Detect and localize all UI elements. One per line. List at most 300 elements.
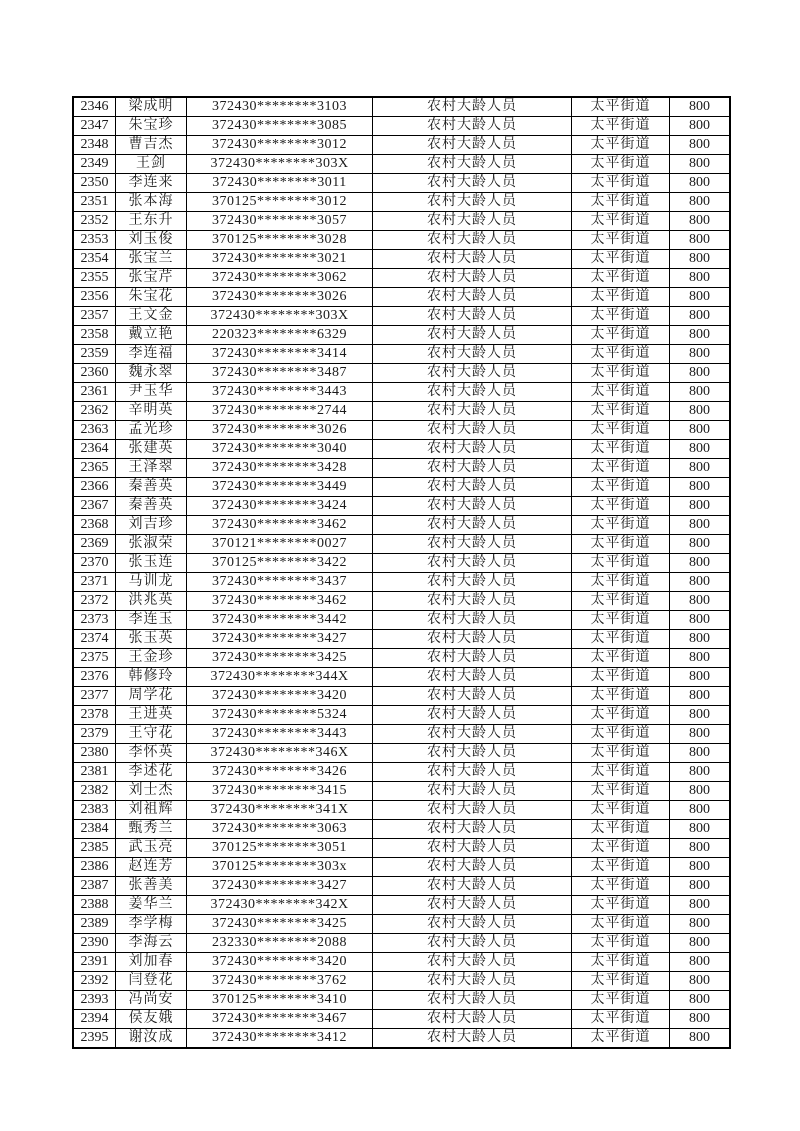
cell-category: 农村大龄人员 — [373, 174, 572, 193]
cell-index: 2392 — [73, 972, 116, 991]
cell-street: 太平街道 — [572, 706, 670, 725]
cell-index: 2375 — [73, 649, 116, 668]
cell-name: 刘吉珍 — [116, 516, 187, 535]
cell-id-number: 370125********3422 — [187, 554, 373, 573]
cell-id-number: 372430********3428 — [187, 459, 373, 478]
cell-street: 太平街道 — [572, 877, 670, 896]
cell-index: 2351 — [73, 193, 116, 212]
table-row — [73, 573, 730, 592]
cell-category: 农村大龄人员 — [373, 763, 572, 782]
table-row — [73, 972, 730, 991]
cell-street: 太平街道 — [572, 364, 670, 383]
cell-street: 太平街道 — [572, 1010, 670, 1029]
cell-index: 2389 — [73, 915, 116, 934]
table-row — [73, 1029, 730, 1049]
cell-amount: 800 — [670, 877, 731, 896]
cell-amount: 800 — [670, 858, 731, 877]
cell-category: 农村大龄人员 — [373, 915, 572, 934]
cell-id-number: 372430********3021 — [187, 250, 373, 269]
cell-amount: 800 — [670, 820, 731, 839]
cell-index: 2379 — [73, 725, 116, 744]
cell-category: 农村大龄人员 — [373, 630, 572, 649]
table-row — [73, 97, 730, 117]
cell-category: 农村大龄人员 — [373, 345, 572, 364]
cell-category: 农村大龄人员 — [373, 573, 572, 592]
cell-id-number: 372430********3426 — [187, 763, 373, 782]
cell-id-number: 372430********3487 — [187, 364, 373, 383]
cell-index: 2376 — [73, 668, 116, 687]
cell-index: 2373 — [73, 611, 116, 630]
cell-category: 农村大龄人员 — [373, 820, 572, 839]
cell-street: 太平街道 — [572, 535, 670, 554]
cell-category: 农村大龄人员 — [373, 155, 572, 174]
cell-id-number: 372430********3026 — [187, 421, 373, 440]
cell-category: 农村大龄人员 — [373, 934, 572, 953]
table-row — [73, 307, 730, 326]
table-row — [73, 231, 730, 250]
table-row — [73, 611, 730, 630]
cell-category: 农村大龄人员 — [373, 687, 572, 706]
cell-amount: 800 — [670, 383, 731, 402]
cell-index: 2358 — [73, 326, 116, 345]
cell-id-number: 372430********5324 — [187, 706, 373, 725]
cell-name: 朱宝花 — [116, 288, 187, 307]
cell-id-number: 372430********3026 — [187, 288, 373, 307]
table-row — [73, 345, 730, 364]
cell-name: 王泽翠 — [116, 459, 187, 478]
cell-index: 2383 — [73, 801, 116, 820]
cell-index: 2353 — [73, 231, 116, 250]
cell-id-number: 372430********3103 — [187, 97, 373, 117]
cell-amount: 800 — [670, 269, 731, 288]
cell-amount: 800 — [670, 934, 731, 953]
table-row — [73, 117, 730, 136]
cell-name: 闫登花 — [116, 972, 187, 991]
cell-amount: 800 — [670, 744, 731, 763]
cell-index: 2387 — [73, 877, 116, 896]
cell-name: 张宝芹 — [116, 269, 187, 288]
cell-street: 太平街道 — [572, 345, 670, 364]
cell-street: 太平街道 — [572, 820, 670, 839]
cell-category: 农村大龄人员 — [373, 896, 572, 915]
cell-street: 太平街道 — [572, 307, 670, 326]
cell-id-number: 372430********303X — [187, 155, 373, 174]
cell-index: 2363 — [73, 421, 116, 440]
table-row — [73, 478, 730, 497]
cell-category: 农村大龄人员 — [373, 725, 572, 744]
cell-amount: 800 — [670, 117, 731, 136]
cell-id-number: 372430********3415 — [187, 782, 373, 801]
cell-name: 刘士杰 — [116, 782, 187, 801]
beneficiary-table — [72, 96, 731, 1049]
cell-street: 太平街道 — [572, 725, 670, 744]
cell-amount: 800 — [670, 478, 731, 497]
cell-index: 2350 — [73, 174, 116, 193]
cell-amount: 800 — [670, 611, 731, 630]
cell-category: 农村大龄人员 — [373, 535, 572, 554]
cell-street: 太平街道 — [572, 440, 670, 459]
cell-index: 2390 — [73, 934, 116, 953]
cell-id-number: 370125********3028 — [187, 231, 373, 250]
cell-name: 张宝兰 — [116, 250, 187, 269]
table-row — [73, 1010, 730, 1029]
cell-name: 张建英 — [116, 440, 187, 459]
cell-street: 太平街道 — [572, 611, 670, 630]
cell-category: 农村大龄人员 — [373, 497, 572, 516]
cell-amount: 800 — [670, 839, 731, 858]
cell-name: 王剑 — [116, 155, 187, 174]
cell-street: 太平街道 — [572, 250, 670, 269]
cell-category: 农村大龄人员 — [373, 706, 572, 725]
cell-street: 太平街道 — [572, 668, 670, 687]
cell-amount: 800 — [670, 915, 731, 934]
cell-amount: 800 — [670, 991, 731, 1010]
cell-name: 朱宝珍 — [116, 117, 187, 136]
cell-name: 曹吉杰 — [116, 136, 187, 155]
cell-street: 太平街道 — [572, 117, 670, 136]
table-row — [73, 440, 730, 459]
cell-category: 农村大龄人员 — [373, 97, 572, 117]
cell-name: 马训龙 — [116, 573, 187, 592]
cell-name: 赵连芳 — [116, 858, 187, 877]
cell-street: 太平街道 — [572, 269, 670, 288]
cell-index: 2384 — [73, 820, 116, 839]
cell-id-number: 372430********3424 — [187, 497, 373, 516]
cell-amount: 800 — [670, 592, 731, 611]
cell-name: 秦善英 — [116, 478, 187, 497]
table-row — [73, 725, 730, 744]
cell-id-number: 372430********3443 — [187, 383, 373, 402]
table-row — [73, 155, 730, 174]
table-row — [73, 953, 730, 972]
cell-id-number: 372430********3467 — [187, 1010, 373, 1029]
cell-name: 韩修玲 — [116, 668, 187, 687]
cell-street: 太平街道 — [572, 155, 670, 174]
cell-id-number: 372430********3427 — [187, 630, 373, 649]
cell-category: 农村大龄人员 — [373, 991, 572, 1010]
cell-id-number: 372430********3449 — [187, 478, 373, 497]
cell-name: 王金珍 — [116, 649, 187, 668]
cell-category: 农村大龄人员 — [373, 288, 572, 307]
table-row — [73, 421, 730, 440]
cell-name: 刘玉俊 — [116, 231, 187, 250]
table-row — [73, 820, 730, 839]
cell-amount: 800 — [670, 972, 731, 991]
cell-amount: 800 — [670, 231, 731, 250]
table-row — [73, 630, 730, 649]
table-row — [73, 763, 730, 782]
cell-street: 太平街道 — [572, 231, 670, 250]
table-row — [73, 649, 730, 668]
cell-amount: 800 — [670, 307, 731, 326]
cell-id-number: 372430********3462 — [187, 516, 373, 535]
cell-name: 刘祖辉 — [116, 801, 187, 820]
cell-name: 孟光珍 — [116, 421, 187, 440]
cell-id-number: 372430********3420 — [187, 687, 373, 706]
cell-street: 太平街道 — [572, 212, 670, 231]
cell-amount: 800 — [670, 174, 731, 193]
cell-name: 刘加春 — [116, 953, 187, 972]
cell-amount: 800 — [670, 573, 731, 592]
cell-amount: 800 — [670, 364, 731, 383]
cell-category: 农村大龄人员 — [373, 972, 572, 991]
cell-street: 太平街道 — [572, 326, 670, 345]
cell-index: 2391 — [73, 953, 116, 972]
cell-amount: 800 — [670, 459, 731, 478]
cell-index: 2366 — [73, 478, 116, 497]
cell-category: 农村大龄人员 — [373, 611, 572, 630]
cell-category: 农村大龄人员 — [373, 554, 572, 573]
cell-index: 2357 — [73, 307, 116, 326]
table-row — [73, 668, 730, 687]
cell-street: 太平街道 — [572, 402, 670, 421]
cell-category: 农村大龄人员 — [373, 801, 572, 820]
cell-street: 太平街道 — [572, 554, 670, 573]
table-row — [73, 364, 730, 383]
cell-index: 2349 — [73, 155, 116, 174]
cell-name: 尹玉华 — [116, 383, 187, 402]
cell-amount: 800 — [670, 535, 731, 554]
cell-id-number: 370125********303x — [187, 858, 373, 877]
cell-category: 农村大龄人员 — [373, 117, 572, 136]
cell-index: 2395 — [73, 1029, 116, 1049]
cell-amount: 800 — [670, 1029, 731, 1049]
table-row — [73, 896, 730, 915]
cell-id-number: 372430********344X — [187, 668, 373, 687]
cell-category: 农村大龄人员 — [373, 383, 572, 402]
table-row — [73, 782, 730, 801]
table-row — [73, 592, 730, 611]
cell-street: 太平街道 — [572, 193, 670, 212]
cell-amount: 800 — [670, 630, 731, 649]
cell-id-number: 232330********2088 — [187, 934, 373, 953]
cell-index: 2359 — [73, 345, 116, 364]
cell-category: 农村大龄人员 — [373, 402, 572, 421]
cell-id-number: 372430********3425 — [187, 649, 373, 668]
table-row — [73, 535, 730, 554]
cell-id-number: 372430********3427 — [187, 877, 373, 896]
cell-street: 太平街道 — [572, 915, 670, 934]
cell-amount: 800 — [670, 421, 731, 440]
cell-name: 李连玉 — [116, 611, 187, 630]
cell-name: 姜华兰 — [116, 896, 187, 915]
cell-id-number: 372430********3063 — [187, 820, 373, 839]
cell-name: 张淑荣 — [116, 535, 187, 554]
cell-name: 秦善英 — [116, 497, 187, 516]
cell-index: 2361 — [73, 383, 116, 402]
cell-id-number: 372430********341X — [187, 801, 373, 820]
cell-category: 农村大龄人员 — [373, 1029, 572, 1049]
cell-id-number: 372430********3437 — [187, 573, 373, 592]
cell-category: 农村大龄人员 — [373, 459, 572, 478]
cell-street: 太平街道 — [572, 136, 670, 155]
cell-category: 农村大龄人员 — [373, 744, 572, 763]
cell-category: 农村大龄人员 — [373, 668, 572, 687]
cell-index: 2378 — [73, 706, 116, 725]
cell-amount: 800 — [670, 288, 731, 307]
cell-name: 张善美 — [116, 877, 187, 896]
cell-index: 2352 — [73, 212, 116, 231]
table-row — [73, 991, 730, 1010]
cell-street: 太平街道 — [572, 630, 670, 649]
cell-street: 太平街道 — [572, 1029, 670, 1049]
cell-index: 2370 — [73, 554, 116, 573]
cell-id-number: 372430********3420 — [187, 953, 373, 972]
cell-index: 2388 — [73, 896, 116, 915]
cell-id-number: 370125********3051 — [187, 839, 373, 858]
cell-name: 谢汝成 — [116, 1029, 187, 1049]
cell-street: 太平街道 — [572, 896, 670, 915]
cell-id-number: 372430********3425 — [187, 915, 373, 934]
cell-index: 2367 — [73, 497, 116, 516]
cell-amount: 800 — [670, 193, 731, 212]
cell-name: 张本海 — [116, 193, 187, 212]
cell-street: 太平街道 — [572, 649, 670, 668]
cell-name: 魏永翠 — [116, 364, 187, 383]
cell-street: 太平街道 — [572, 478, 670, 497]
cell-street: 太平街道 — [572, 383, 670, 402]
cell-index: 2362 — [73, 402, 116, 421]
cell-index: 2382 — [73, 782, 116, 801]
cell-amount: 800 — [670, 953, 731, 972]
cell-category: 农村大龄人员 — [373, 839, 572, 858]
cell-street: 太平街道 — [572, 763, 670, 782]
cell-id-number: 372430********3414 — [187, 345, 373, 364]
cell-name: 梁成明 — [116, 97, 187, 117]
cell-amount: 800 — [670, 668, 731, 687]
cell-category: 农村大龄人员 — [373, 326, 572, 345]
cell-id-number: 372430********3057 — [187, 212, 373, 231]
cell-index: 2364 — [73, 440, 116, 459]
cell-index: 2356 — [73, 288, 116, 307]
cell-name: 周学花 — [116, 687, 187, 706]
cell-category: 农村大龄人员 — [373, 250, 572, 269]
cell-id-number: 372430********3412 — [187, 1029, 373, 1049]
cell-amount: 800 — [670, 649, 731, 668]
cell-category: 农村大龄人员 — [373, 858, 572, 877]
cell-street: 太平街道 — [572, 858, 670, 877]
cell-id-number: 372430********3442 — [187, 611, 373, 630]
cell-amount: 800 — [670, 326, 731, 345]
table-row — [73, 687, 730, 706]
cell-amount: 800 — [670, 250, 731, 269]
cell-id-number: 372430********346X — [187, 744, 373, 763]
cell-id-number: 372430********303X — [187, 307, 373, 326]
cell-id-number: 370125********3012 — [187, 193, 373, 212]
cell-amount: 800 — [670, 402, 731, 421]
cell-street: 太平街道 — [572, 573, 670, 592]
cell-index: 2347 — [73, 117, 116, 136]
cell-name: 李连来 — [116, 174, 187, 193]
cell-index: 2393 — [73, 991, 116, 1010]
cell-amount: 800 — [670, 706, 731, 725]
cell-index: 2348 — [73, 136, 116, 155]
cell-name: 辛明英 — [116, 402, 187, 421]
table-row — [73, 459, 730, 478]
cell-id-number: 372430********342X — [187, 896, 373, 915]
cell-category: 农村大龄人员 — [373, 1010, 572, 1029]
table-row — [73, 839, 730, 858]
cell-index: 2371 — [73, 573, 116, 592]
cell-index: 2374 — [73, 630, 116, 649]
cell-amount: 800 — [670, 212, 731, 231]
cell-street: 太平街道 — [572, 497, 670, 516]
table-row — [73, 915, 730, 934]
cell-name: 张玉英 — [116, 630, 187, 649]
cell-index: 2380 — [73, 744, 116, 763]
cell-street: 太平街道 — [572, 459, 670, 478]
cell-category: 农村大龄人员 — [373, 307, 572, 326]
cell-amount: 800 — [670, 725, 731, 744]
cell-category: 农村大龄人员 — [373, 478, 572, 497]
cell-amount: 800 — [670, 155, 731, 174]
cell-category: 农村大龄人员 — [373, 193, 572, 212]
cell-street: 太平街道 — [572, 174, 670, 193]
cell-amount: 800 — [670, 782, 731, 801]
table-row — [73, 193, 730, 212]
table-row — [73, 744, 730, 763]
cell-street: 太平街道 — [572, 516, 670, 535]
cell-street: 太平街道 — [572, 991, 670, 1010]
cell-name: 李海云 — [116, 934, 187, 953]
cell-id-number: 372430********3040 — [187, 440, 373, 459]
cell-amount: 800 — [670, 136, 731, 155]
cell-category: 农村大龄人员 — [373, 953, 572, 972]
cell-street: 太平街道 — [572, 421, 670, 440]
cell-street: 太平街道 — [572, 782, 670, 801]
table-row — [73, 402, 730, 421]
cell-street: 太平街道 — [572, 953, 670, 972]
cell-street: 太平街道 — [572, 801, 670, 820]
cell-id-number: 372430********2744 — [187, 402, 373, 421]
cell-category: 农村大龄人员 — [373, 516, 572, 535]
cell-id-number: 372430********3762 — [187, 972, 373, 991]
cell-category: 农村大龄人员 — [373, 269, 572, 288]
table-row — [73, 212, 730, 231]
cell-id-number: 372430********3085 — [187, 117, 373, 136]
cell-amount: 800 — [670, 497, 731, 516]
cell-index: 2354 — [73, 250, 116, 269]
cell-category: 农村大龄人员 — [373, 364, 572, 383]
table-body — [73, 97, 730, 1048]
cell-category: 农村大龄人员 — [373, 136, 572, 155]
cell-category: 农村大龄人员 — [373, 421, 572, 440]
cell-street: 太平街道 — [572, 934, 670, 953]
table-row — [73, 877, 730, 896]
table-row — [73, 934, 730, 953]
cell-name: 李怀英 — [116, 744, 187, 763]
cell-name: 戴立艳 — [116, 326, 187, 345]
table-row — [73, 497, 730, 516]
table-row — [73, 136, 730, 155]
cell-index: 2346 — [73, 97, 116, 117]
cell-street: 太平街道 — [572, 97, 670, 117]
cell-street: 太平街道 — [572, 744, 670, 763]
cell-category: 农村大龄人员 — [373, 592, 572, 611]
cell-id-number: 372430********3443 — [187, 725, 373, 744]
cell-street: 太平街道 — [572, 592, 670, 611]
cell-id-number: 372430********3012 — [187, 136, 373, 155]
cell-id-number: 372430********3011 — [187, 174, 373, 193]
cell-index: 2381 — [73, 763, 116, 782]
cell-category: 农村大龄人员 — [373, 231, 572, 250]
cell-index: 2372 — [73, 592, 116, 611]
cell-name: 侯友娥 — [116, 1010, 187, 1029]
cell-category: 农村大龄人员 — [373, 877, 572, 896]
cell-index: 2394 — [73, 1010, 116, 1029]
table-row — [73, 174, 730, 193]
cell-name: 洪兆英 — [116, 592, 187, 611]
